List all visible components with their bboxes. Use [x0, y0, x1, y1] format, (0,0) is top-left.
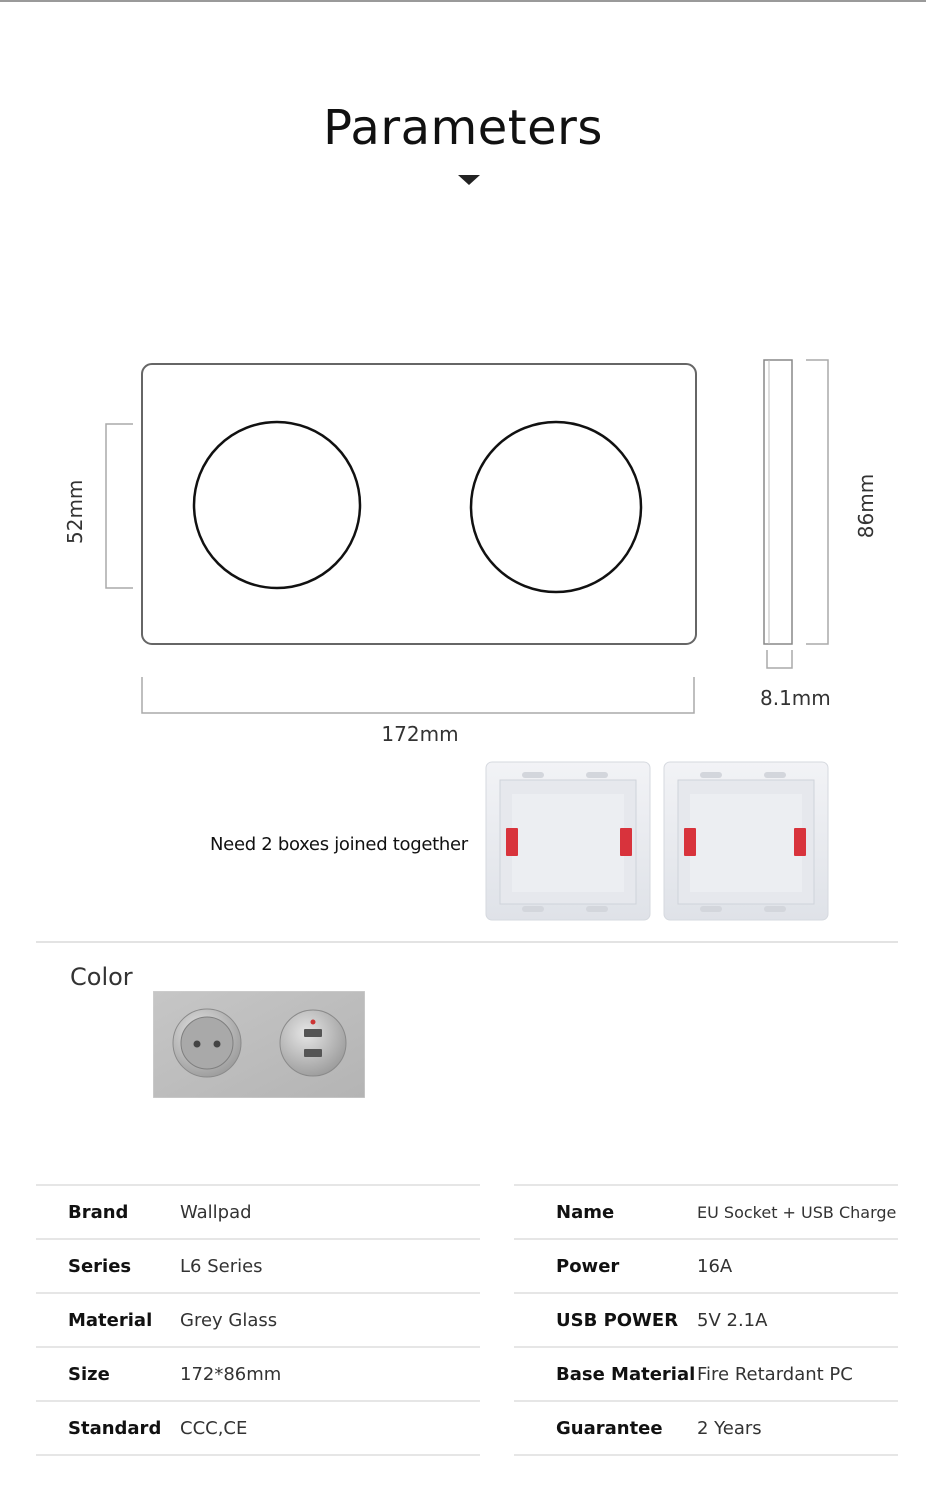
- table-row: [36, 1293, 480, 1347]
- table-row: [36, 1239, 480, 1293]
- dimension-drawing: [0, 340, 926, 720]
- table-row: [36, 1401, 480, 1455]
- page-title: Parameters: [323, 100, 603, 156]
- spec-value: 172*86mm: [180, 1347, 480, 1401]
- table-row: [514, 1347, 898, 1401]
- bracket-86mm: [806, 360, 828, 644]
- mounting-box-right: [664, 762, 828, 920]
- spec-value: EU Socket + USB Charge: [697, 1185, 898, 1239]
- dim-86mm: 86mm: [854, 473, 878, 539]
- dim-52mm: 52mm: [63, 479, 87, 544]
- side-profile: [764, 360, 792, 644]
- mounting-box-left: [486, 762, 650, 920]
- usb-charger-icon: [280, 1010, 346, 1076]
- bracket-52mm: [106, 424, 133, 588]
- table-row: [514, 1239, 898, 1293]
- spec-value: L6 Series: [180, 1239, 480, 1293]
- spec-key: Standard: [36, 1401, 180, 1455]
- color-swatch-grey: [153, 991, 365, 1098]
- table-row: [514, 1401, 898, 1455]
- table-row: [36, 1185, 480, 1239]
- table-row: [36, 1347, 480, 1401]
- dim-172mm: 172mm: [381, 722, 459, 746]
- spec-key: Brand: [36, 1185, 180, 1239]
- spec-key: USB POWER: [514, 1293, 697, 1347]
- dim-8-1mm: 8.1mm: [760, 686, 831, 710]
- plate-outline: [142, 364, 696, 644]
- spec-key: Base Material: [514, 1347, 697, 1401]
- spec-value: Wallpad: [180, 1185, 480, 1239]
- spec-value: Fire Retardant PC: [697, 1347, 898, 1401]
- spec-key: Name: [514, 1185, 697, 1239]
- spec-table-right: [514, 1184, 898, 1456]
- spec-key: Material: [36, 1293, 180, 1347]
- left-module-circle: [194, 422, 360, 588]
- section-divider: [36, 941, 898, 943]
- spec-value: 2 Years: [697, 1401, 898, 1455]
- bracket-8mm: [767, 650, 792, 668]
- spec-value: 5V 2.1A: [697, 1293, 898, 1347]
- bracket-172mm: [142, 677, 694, 713]
- spec-key: Size: [36, 1347, 180, 1401]
- spec-key: Series: [36, 1239, 180, 1293]
- boxes-note: Need 2 boxes joined together: [210, 834, 468, 855]
- mounting-boxes-image: [482, 758, 834, 924]
- caret-down-icon: [458, 175, 480, 185]
- top-border: [0, 0, 926, 2]
- spec-value: CCC,CE: [180, 1401, 480, 1455]
- table-row: [514, 1293, 898, 1347]
- right-module-circle: [471, 422, 641, 592]
- table-row: [514, 1185, 898, 1239]
- spec-key: Power: [514, 1239, 697, 1293]
- color-label: Color: [70, 963, 133, 991]
- spec-table-left: [36, 1184, 480, 1456]
- spec-key: Guarantee: [514, 1401, 697, 1455]
- spec-value: Grey Glass: [180, 1293, 480, 1347]
- spec-value: 16A: [697, 1239, 898, 1293]
- eu-socket-icon: [173, 1009, 241, 1077]
